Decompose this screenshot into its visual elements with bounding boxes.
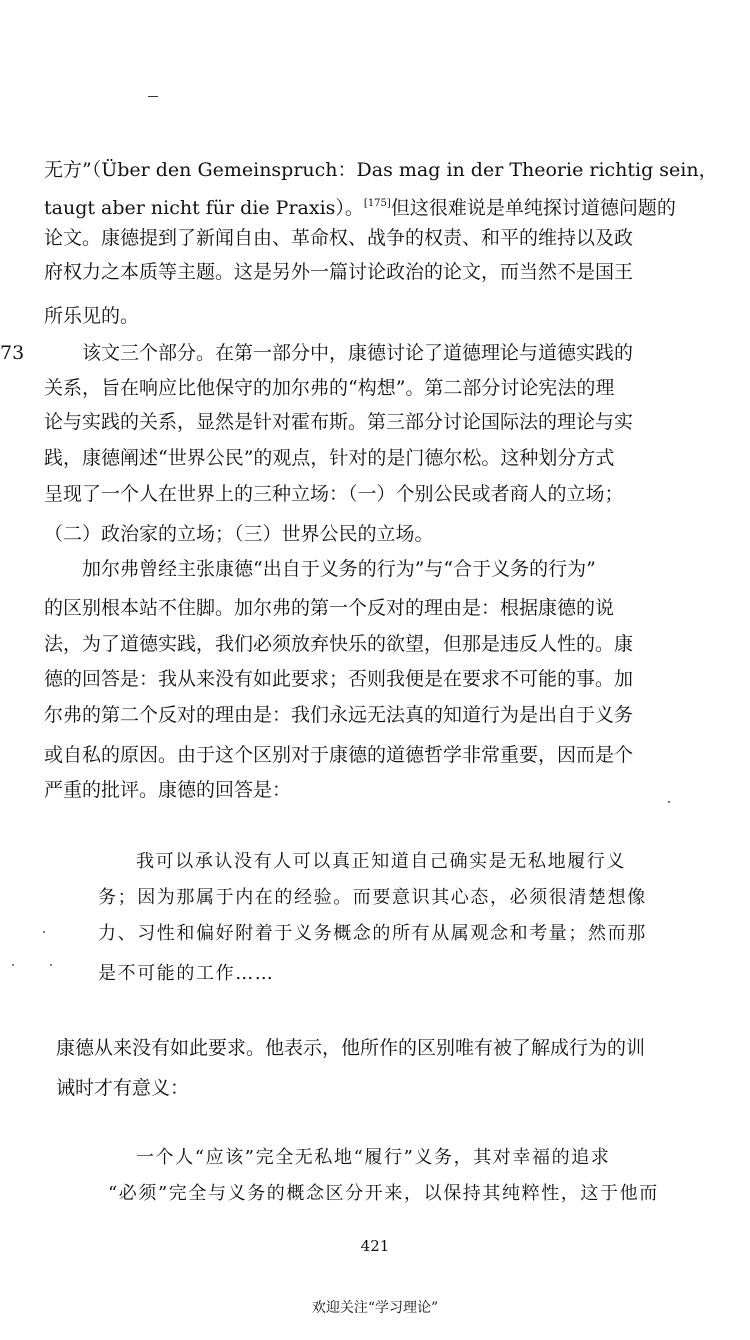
text-line: 无方”（Über den Gemeinspruch：Das mag in der Theorie richtig sein， xyxy=(44,159,718,181)
text-line: 关系，旨在响应比他保守的加尔弗的“构想”。第二部分讨论宪法的理 xyxy=(44,377,615,399)
page-number: 421 xyxy=(360,1237,390,1255)
quote-line: 力、习性和偏好附着于义务概念的所有从属观念和考量；然而那 xyxy=(98,923,647,944)
scan-speck xyxy=(12,964,14,966)
text-line: 严重的批评。康德的回答是： xyxy=(44,779,292,801)
text-line: 尔弗的第二个反对的理由是：我们永远无法真的知道行为是出自于义务 xyxy=(44,704,634,726)
stray-mark xyxy=(148,96,158,97)
text-line: 的区别根本站不住脚。加尔弗的第一个反对的理由是：根据康德的说 xyxy=(44,597,615,619)
text-line: 诫时才有意义： xyxy=(56,1077,190,1099)
text-line: 加尔弗曾经主张康德“出自于义务的行为”与“合于义务的行为” xyxy=(82,558,596,580)
text-line: 所乐见的。 xyxy=(44,305,140,327)
footer-text: 欢迎关注“学习理论” xyxy=(311,1300,439,1316)
text-line: 府权力之本质等主题。这是另外一篇讨论政治的论文，而当然不是国王 xyxy=(44,261,634,283)
footnote-ref: [175] xyxy=(363,198,391,209)
quote-line: 是不可能的工作…… xyxy=(98,963,275,984)
text-line: 践，康德阐述“世界公民”的观点，针对的是门德尔松。这种划分方式 xyxy=(44,447,615,469)
scan-speck xyxy=(43,931,45,933)
quote-line: 我可以承认没有人可以真正知道自己确实是无私地履行义 xyxy=(136,851,626,872)
scan-speck xyxy=(668,801,670,803)
text-line: 呈现了一个人在世界上的三种立场：（一）个别公民或者商人的立场； xyxy=(44,483,624,505)
text-line: 论与实践的关系，显然是针对霍布斯。第三部分讨论国际法的理论与实 xyxy=(44,411,634,433)
text-line: 康德从来没有如此要求。他表示，他所作的区别唯有被了解成行为的训 xyxy=(56,1037,646,1059)
text-segment: 但这很难说是单纯探讨道德问题的 xyxy=(390,197,676,219)
text-line: 该文三个部分。在第一部分中，康德讨论了道德理论与道德实践的 xyxy=(82,342,634,364)
scan-speck xyxy=(50,964,52,966)
margin-page-number: 73 xyxy=(0,342,25,364)
quote-line: 一个人“应该”完全无私地“履行”义务，其对幸福的追求 xyxy=(136,1147,611,1168)
quote-line: “必须”完全与义务的概念区分开来，以保持其纯粹性，这于他而 xyxy=(108,1183,659,1204)
text-segment: taugt aber nicht für die Praxis）。 xyxy=(44,197,364,219)
quote-line: 务；因为那属于内在的经验。而要意识其心态，必须很清楚想像 xyxy=(98,887,647,908)
text-line: 论文。康德提到了新闻自由、革命权、战争的权责、和平的维持以及政 xyxy=(44,227,634,249)
text-line: 法，为了道德实践，我们必须放弃快乐的欲望，但那是违反人性的。康 xyxy=(44,633,634,655)
text-line: 德的回答是：我从来没有如此要求；否则我便是在要求不可能的事。加 xyxy=(44,668,634,690)
text-line: （二）政治家的立场；（三）世界公民的立场。 xyxy=(44,523,434,545)
text-line xyxy=(44,192,676,220)
text-line: 或自私的原因。由于这个区别对于康德的道德哲学非常重要，因而是个 xyxy=(44,744,634,766)
